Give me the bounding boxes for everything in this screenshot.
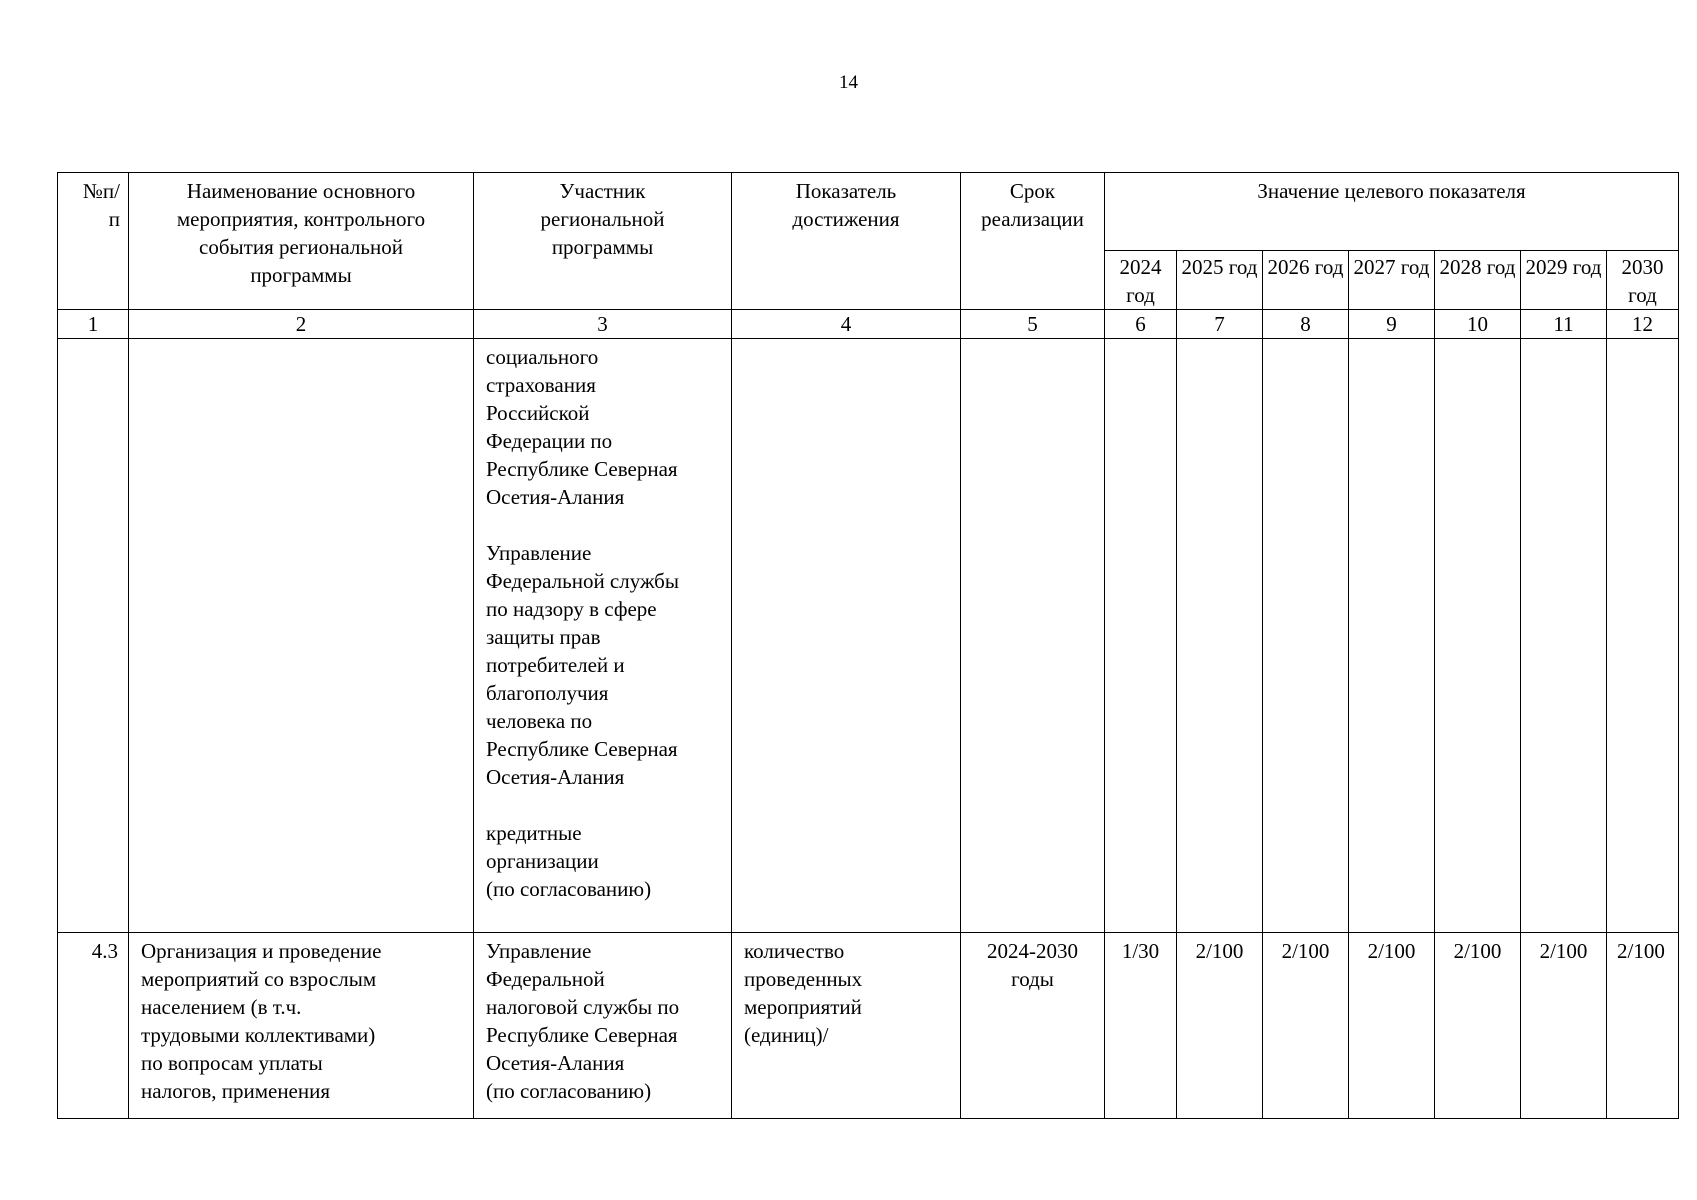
empty-cell xyxy=(1349,339,1435,933)
participant-cell: социального страхования Российской Федерации по Республике Северная Осетия-Алания Управление Федеральной службы по надзору в сфере защиты прав потребителей и благополучия человека по Республике Северная Осетия-Алания кредитные организации (по согласованию) xyxy=(474,339,732,933)
empty-cell xyxy=(1607,339,1679,933)
empty-cell xyxy=(732,339,961,933)
header-year: 2027 год xyxy=(1349,251,1435,310)
table-row-4-3 xyxy=(58,933,1679,1119)
value-cell-2027: 2/100 xyxy=(1349,933,1435,1119)
column-number: 12 xyxy=(1607,310,1679,339)
column-number: 3 xyxy=(474,310,732,339)
column-number: 10 xyxy=(1435,310,1521,339)
value-cell-2028: 2/100 xyxy=(1435,933,1521,1119)
column-number: 5 xyxy=(961,310,1105,339)
header-year: 2028 год xyxy=(1435,251,1521,310)
value-cell-2024: 1/30 xyxy=(1105,933,1177,1119)
column-number: 1 xyxy=(58,310,129,339)
column-number: 2 xyxy=(129,310,474,339)
header-activity-name: Наименование основного мероприятия, контрольного события региональной программы xyxy=(129,173,474,310)
table-row-continuation xyxy=(58,339,1679,933)
period-cell: 2024-2030 годы xyxy=(961,933,1105,1119)
header-year: 2029 год xyxy=(1521,251,1607,310)
empty-cell xyxy=(1263,339,1349,933)
empty-cell xyxy=(58,339,129,933)
empty-cell xyxy=(1521,339,1607,933)
empty-cell xyxy=(1177,339,1263,933)
empty-cell xyxy=(961,339,1105,933)
header-participant: Участник региональной программы xyxy=(474,173,732,310)
activity-name-cell: Организация и проведение мероприятий со взрослым населением (в т.ч. трудовыми коллективами) по вопросам уплаты налогов, применения xyxy=(129,933,474,1119)
column-number-row xyxy=(58,310,1679,339)
value-cell-2026: 2/100 xyxy=(1263,933,1349,1119)
header-year: 2030 год xyxy=(1607,251,1679,310)
header-year: 2024 год xyxy=(1105,251,1177,310)
empty-cell xyxy=(1435,339,1521,933)
header-number: №п/ п xyxy=(58,173,129,310)
column-number: 8 xyxy=(1263,310,1349,339)
column-number: 6 xyxy=(1105,310,1177,339)
header-year: 2025 год xyxy=(1177,251,1263,310)
program-table xyxy=(57,172,1679,1119)
column-number: 9 xyxy=(1349,310,1435,339)
empty-cell xyxy=(129,339,474,933)
header-year: 2026 год xyxy=(1263,251,1349,310)
header-period: Срок реализации xyxy=(961,173,1105,310)
column-number: 4 xyxy=(732,310,961,339)
empty-cell xyxy=(1105,339,1177,933)
page-number: 14 xyxy=(839,72,858,93)
value-cell-2029: 2/100 xyxy=(1521,933,1607,1119)
column-number: 7 xyxy=(1177,310,1263,339)
header-target-value: Значение целевого показателя xyxy=(1105,173,1679,251)
value-cell-2030: 2/100 xyxy=(1607,933,1679,1119)
participant-cell: Управление Федеральной налоговой службы по Республике Северная Осетия-Алания (по согласованию) xyxy=(474,933,732,1119)
value-cell-2025: 2/100 xyxy=(1177,933,1263,1119)
row-number-cell: 4.3 xyxy=(58,933,129,1119)
header-indicator: Показатель достижения xyxy=(732,173,961,310)
indicator-cell: количество проведенных мероприятий (единиц)/ xyxy=(732,933,961,1119)
column-number: 11 xyxy=(1521,310,1607,339)
